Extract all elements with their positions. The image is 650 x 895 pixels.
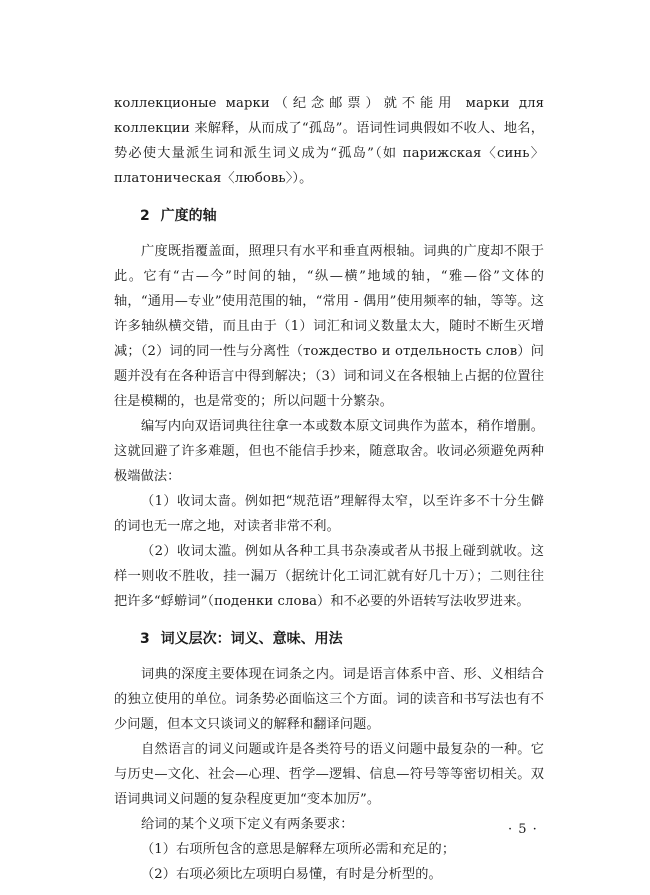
paragraph: 给词的某个义项下定义有两条要求：: [141, 817, 354, 832]
paragraph: 自然语言的词义问题或许是各类符号的语义问题中最复杂的一种。它与历史—文化、社会—心理、哲学—逻辑、信息—符号等等密切相关。双语词典词义问题的复杂程度更加“变本加厉”。: [114, 742, 544, 807]
paragraph: （2）右项必须比左项明白易懂，有时是分析型的。: [141, 867, 442, 882]
paragraph: 词典的深度主要体现在词条之内。词是语言体系中音、形、义相结合的独立使用的单位。词条势必面临这三个方面。词的读音和书写法也有不少问题，但本文只谈词义的解释和翻译问题。: [114, 667, 544, 732]
paragraph: （1）右项所包含的意思是解释左项所必需和充足的；: [141, 842, 456, 857]
section-heading: [114, 626, 544, 652]
section-title: 词义层次：词义、意味、用法: [160, 631, 343, 647]
paragraph: 广度既指覆盖面，照理只有水平和垂直两根轴。词典的广度却不限于此。它有“古—今”时间的轴，“纵—横”地域的轴，“雅—俗”文体的轴，“通用—专业”使用范围的轴，“常用 - 偶用”使用频率的轴，等等。这许多轴纵横交错，而且由于（1）词汇和词义数量太大，随时不断生灭增减；（2）词的同一性与分离性（тождество и отдельность слов）问题并没有在各种语言中得到解决；（3）词和词义在各根轴上占据的位置往往是模糊的，也是常变的；所以问题十分繁杂。: [114, 244, 544, 409]
body-text: [114, 91, 544, 887]
paragraph: коллекционые марки（纪念邮票）就不能用 марки для коллекции 来解释，从而成了“孤岛”。语词性词典假如不收人、地名，势必使大量派生词和派生词义成为“孤岛”（如 парижская〈синь〉 платоническая〈любовь〉）。: [114, 96, 544, 186]
section-title: 广度的轴: [160, 208, 217, 224]
paragraph: （1）收词太啬。例如把“规范语”理解得太窄，以至许多不十分生僻的词也无一席之地，对读者非常不利。: [114, 494, 544, 534]
paragraph: （2）收词太滥。例如从各种工具书杂凑或者从书报上碰到就收。这样一则收不胜收，挂一漏万（据统计化工词汇就有好几十万）；二则往往把许多“蜉蝣词”（поденки слова）和不必要的外语转写法收罗进来。: [114, 544, 544, 609]
page-number: · 5 ·: [508, 822, 538, 837]
section-number: 3: [140, 631, 150, 647]
section-heading: [114, 203, 544, 229]
section-number: 2: [140, 208, 150, 224]
paragraph: 编写内向双语词典往往拿一本或数本原文词典作为蓝本，稍作增删。这就回避了许多难题，但也不能信手抄来，随意取舍。收词必须避免两种极端做法：: [114, 419, 544, 484]
